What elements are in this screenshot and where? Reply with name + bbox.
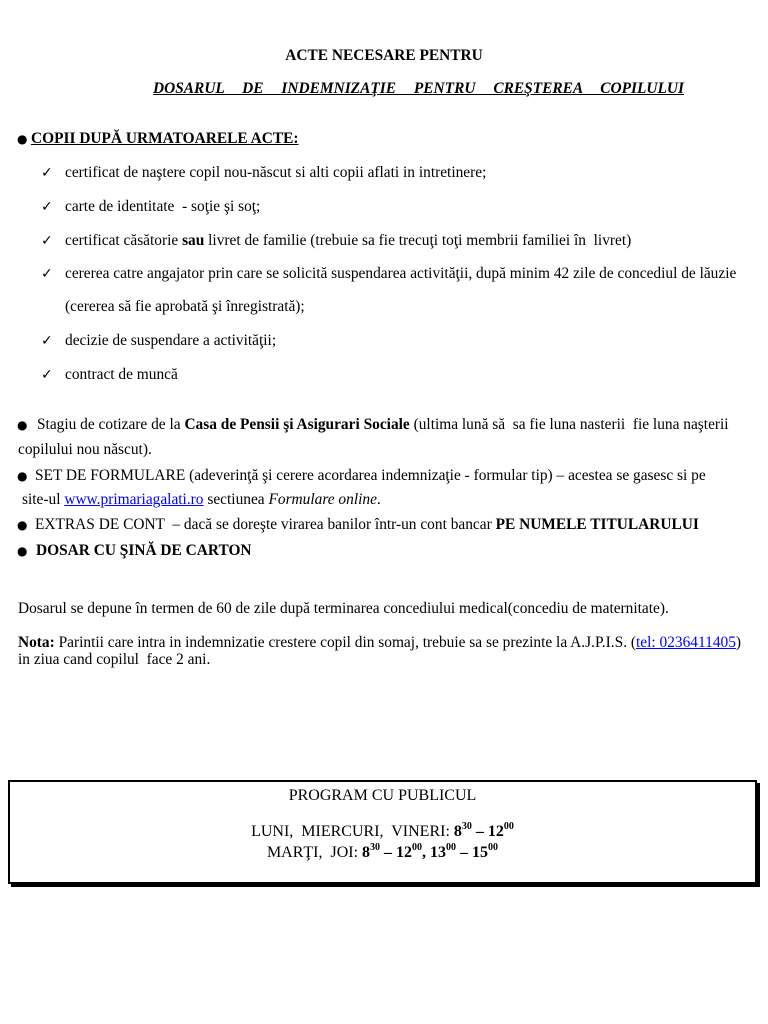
formulare-text: site-ul: [22, 491, 65, 508]
checkmark-icon: [41, 198, 53, 216]
account-holder-note: PE NUMELE TITULARULUI: [495, 516, 699, 533]
checklist-item: carte de identitate - soţie şi soţ;: [65, 198, 261, 215]
hour: , 13: [422, 844, 447, 861]
checklist-item: certificat de naştere copil nou-născut si alti copii aflati in intretinere;: [65, 164, 487, 181]
item-text: certificat căsătorie: [65, 232, 183, 249]
stagiu-text: Stagiu de cotizare de la: [37, 416, 185, 433]
stagiu-text: (ultima lună să sa fie luna nasterii fie luna naşterii: [409, 416, 729, 433]
hour: 8: [453, 823, 462, 840]
deadline-paragraph: Dosarul se depune în termen de 60 de zile după terminarea concediului medical(concediu de maternitate).: [18, 600, 669, 617]
nota-label: Nota:: [18, 634, 55, 651]
checkmark-icon: [41, 332, 53, 350]
nota-text: ): [735, 634, 742, 651]
formulare-continuation: [22, 491, 381, 509]
formulare-text: .: [376, 491, 381, 508]
minutes: 00: [503, 821, 514, 832]
nota-text: Parintii care intra in indemnizatie crestere copil din somaj, trebuie sa se prezinte la A.J.P.I.S. (: [54, 634, 637, 651]
schedule-days: MARŢI, JOI:: [266, 844, 363, 861]
checkmark-icon: [41, 164, 53, 182]
schedule-times: [362, 844, 498, 861]
formulare-text: sectiunea: [203, 491, 269, 508]
checklist-item: [65, 232, 631, 250]
nota-line: [18, 634, 741, 652]
schedule-box: [8, 780, 757, 884]
stagiu-line: [37, 416, 729, 434]
hour: 8: [362, 844, 371, 861]
hour: – 12: [471, 823, 504, 840]
minutes: 00: [412, 842, 423, 853]
schedule-times: [454, 823, 514, 840]
schedule-days: LUNI, MIERCURI, VINERI:: [251, 823, 454, 840]
formulare-line: SET DE FORMULARE (adeverinţă şi cerere acordarea indemnizaţie - formular tip) – acestea se gasesc si pe: [35, 467, 706, 484]
bullet-icon: [17, 416, 27, 434]
nota-continuation: in ziua cand copilul face 2 ani.: [18, 651, 211, 668]
website-link[interactable]: www.primariagalati.ro: [64, 491, 204, 508]
document-subtitle: DOSARUL DE INDEMNIZAŢIE PENTRU CREŞTEREA COPILULUI: [153, 80, 684, 97]
hour: – 12: [380, 844, 413, 861]
checklist-item: contract de muncă: [65, 366, 178, 383]
bullet-icon: [17, 467, 27, 485]
schedule-heading: PROGRAM CU PUBLICUL: [288, 787, 477, 804]
schedule-row: [10, 843, 755, 862]
minutes: 30: [370, 842, 381, 853]
minutes: 30: [461, 821, 472, 832]
section-name: Formulare online: [268, 491, 377, 508]
checkmark-icon: [41, 366, 53, 384]
dosar-line: DOSAR CU ŞINĂ DE CARTON: [36, 542, 252, 559]
extras-text: EXTRAS DE CONT – dacă se doreşte virarea banilor într-un cont bancar: [35, 516, 496, 533]
institution-name: Casa de Pensii şi Asigurari Sociale: [184, 416, 410, 433]
extras-line: [35, 516, 699, 534]
stagiu-continuation: copilului nou născut).: [18, 441, 152, 458]
bullet-icon: [17, 516, 27, 534]
bullet-icon: [17, 130, 27, 148]
checklist-item-continuation: (cererea să fie aprobată şi înregistrată);: [65, 298, 305, 315]
checklist-item: decizie de suspendare a activităţii;: [65, 332, 277, 349]
checkmark-icon: [41, 265, 53, 283]
document-title: ACTE NECESARE PENTRU: [285, 47, 483, 64]
phone-link[interactable]: tel: 0236411405: [636, 634, 736, 651]
bullet-icon: [17, 542, 27, 560]
minutes: 00: [446, 842, 457, 853]
checklist-item: cererea catre angajator prin care se solicită suspendarea activităţii, după minim 42 zile de concediul de lăuzie: [65, 265, 737, 282]
minutes: 00: [488, 842, 499, 853]
item-text: livret de familie (trebuie sa fie trecuţi toţi membrii familiei în livret): [204, 232, 632, 249]
checkmark-icon: [41, 232, 53, 250]
copies-heading: COPII DUPĂ URMATOARELE ACTE:: [31, 130, 299, 147]
item-emphasis: sau: [182, 232, 205, 249]
schedule-row: [10, 822, 755, 841]
hour: – 15: [456, 844, 489, 861]
